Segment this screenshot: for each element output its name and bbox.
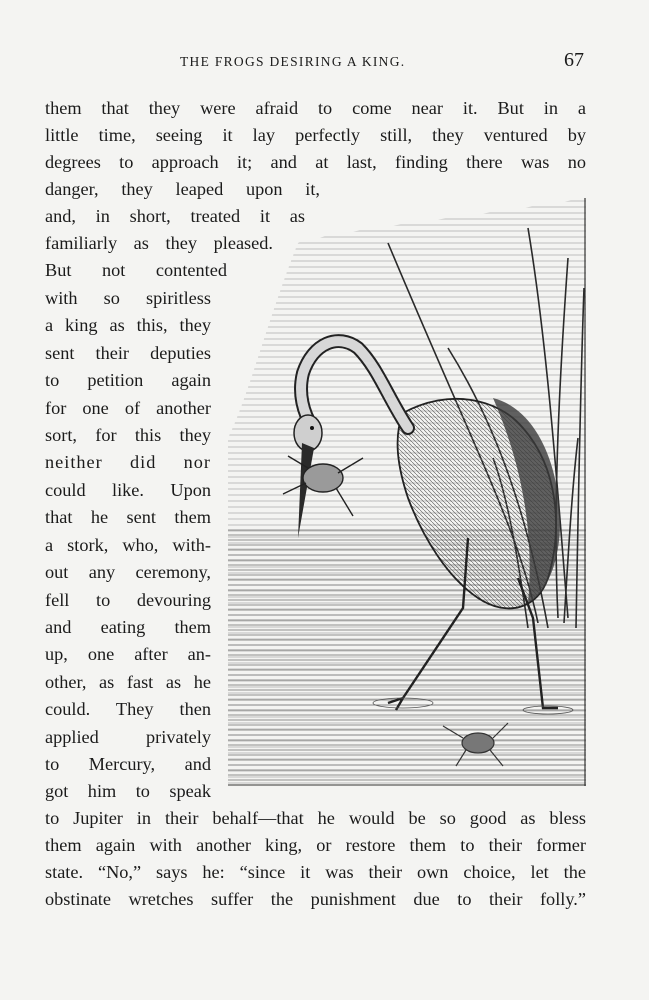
text-line: out any ceremony, bbox=[45, 562, 211, 582]
text-line: danger, they leaped upon it, bbox=[45, 179, 320, 199]
text-line: them that they were afraid to come near it. But in a bbox=[45, 98, 586, 118]
text-line: and, in short, treated it as bbox=[45, 206, 305, 226]
text-line: But not contented bbox=[45, 260, 227, 280]
text-line: to petition again bbox=[45, 370, 211, 390]
text-line: with so spiritless bbox=[45, 288, 211, 308]
page-number: 67 bbox=[564, 49, 584, 71]
text-line: a king as this, they bbox=[45, 315, 211, 335]
text-line: up, one after an- bbox=[45, 644, 211, 664]
text-line: could. They then bbox=[45, 699, 211, 719]
text-line: a stork, who, with- bbox=[45, 535, 211, 555]
text-line: and eating them bbox=[45, 617, 211, 637]
text-line: them again with another king, or restore them to their former bbox=[45, 835, 586, 855]
text-line: to Mercury, and bbox=[45, 754, 211, 774]
text-line: got him to speak bbox=[45, 781, 211, 801]
stork-illustration bbox=[228, 198, 586, 786]
text-line: familiarly as they pleased. bbox=[45, 233, 273, 253]
stork-engraving bbox=[228, 198, 586, 786]
text-line: applied privately bbox=[45, 727, 211, 747]
text-line: sort, for this they bbox=[45, 425, 211, 445]
text-line: to Jupiter in their behalf—that he would be so good as bless bbox=[45, 808, 586, 828]
text-line: state. “No,” says he: “since it was their own choice, let the bbox=[45, 862, 586, 882]
page-header bbox=[45, 50, 586, 76]
text-line: neither did nor bbox=[45, 452, 211, 472]
text-line: obstinate wretches suffer the punishment due to their folly.” bbox=[45, 889, 586, 909]
text-line: sent their deputies bbox=[45, 343, 211, 363]
text-line: other, as fast as he bbox=[45, 672, 211, 692]
text-line: little time, seeing it lay perfectly still, they ventured by bbox=[45, 125, 586, 145]
running-title: THE FROGS DESIRING A KING. bbox=[180, 54, 406, 69]
text-line: degrees to approach it; and at last, finding there was no bbox=[45, 152, 586, 172]
text-line: could like. Upon bbox=[45, 480, 211, 500]
text-line: for one of another bbox=[45, 398, 211, 418]
text-line: fell to devouring bbox=[45, 590, 211, 610]
text-line: that he sent them bbox=[45, 507, 211, 527]
